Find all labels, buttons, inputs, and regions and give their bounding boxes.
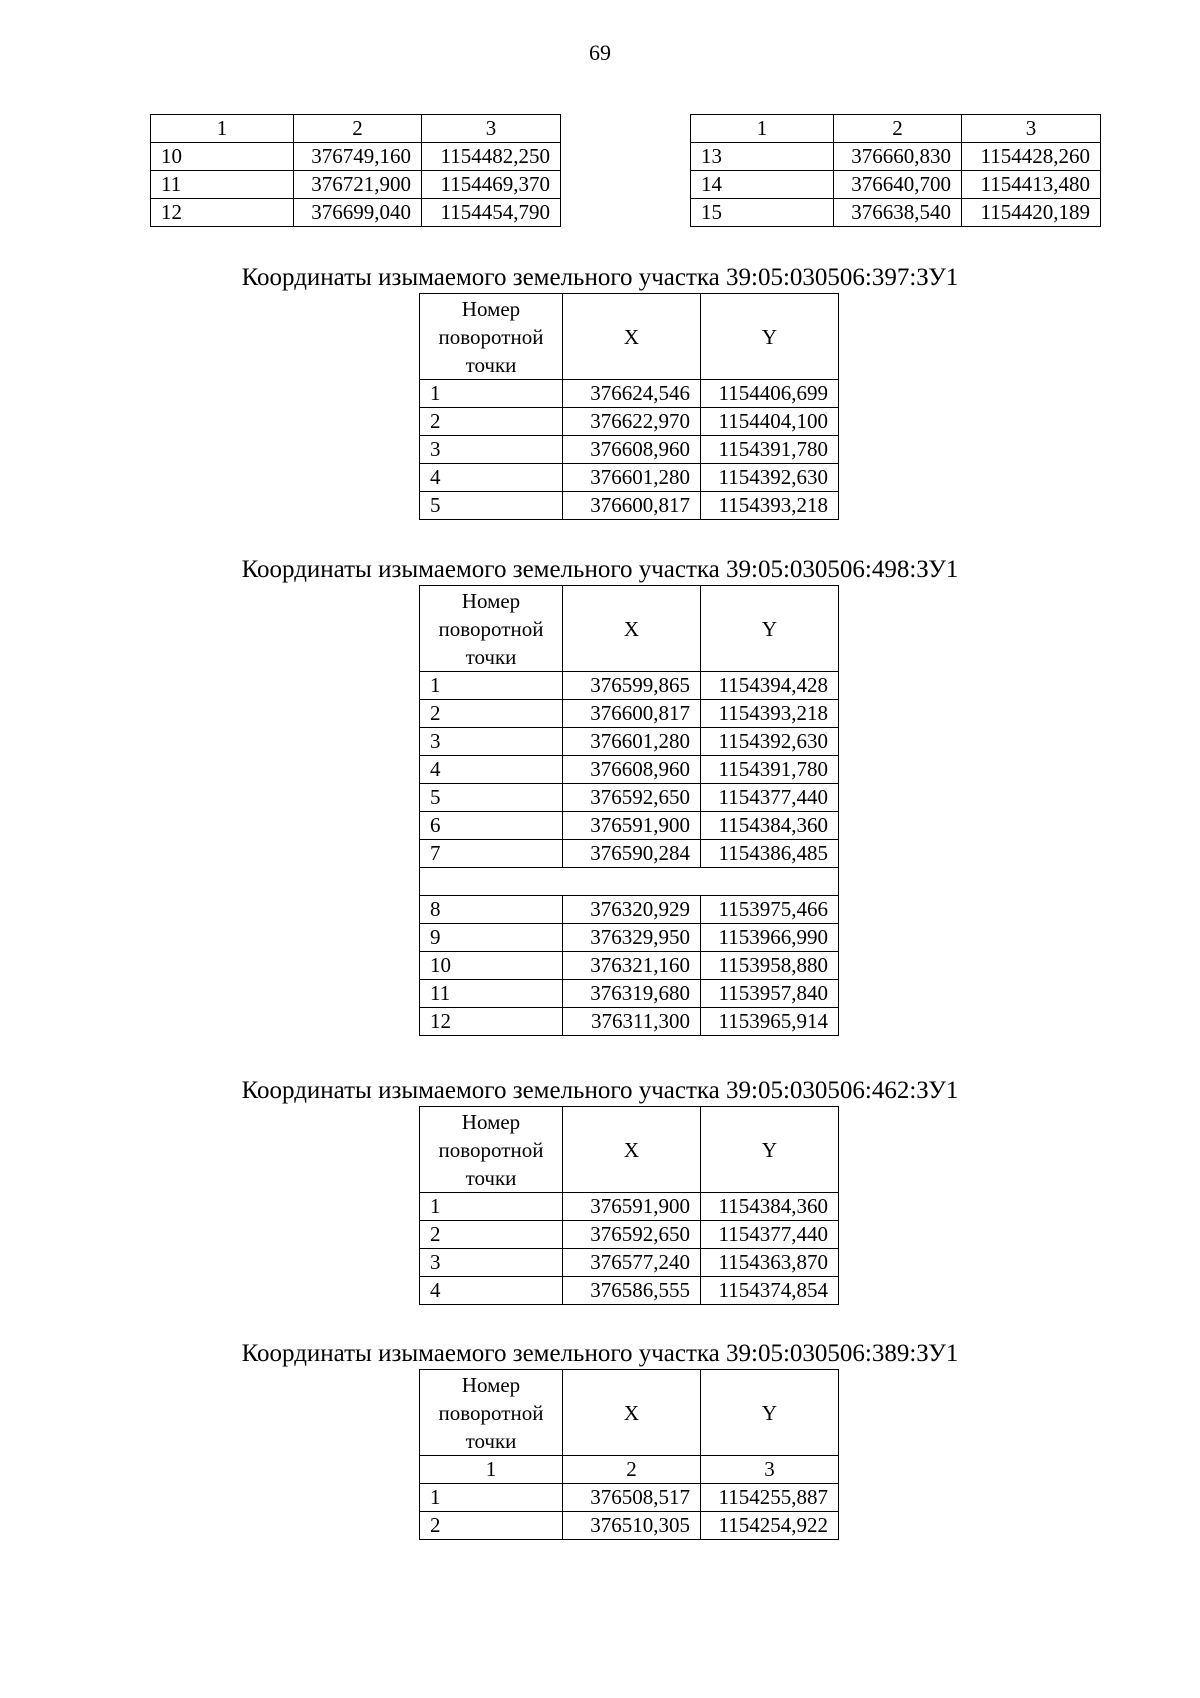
table-header-row — [420, 1107, 839, 1193]
x-header: X — [563, 586, 701, 672]
y-coordinate-cell: 1154386,485 — [701, 840, 839, 868]
table-row — [420, 896, 839, 924]
y-coordinate-cell: 1154454,790 — [422, 199, 561, 227]
point-number-cell: 3 — [420, 1249, 563, 1277]
x-header: X — [563, 294, 701, 380]
table-row — [420, 672, 839, 700]
table-row — [420, 1249, 839, 1277]
table-row — [420, 952, 839, 980]
y-header: Y — [701, 1370, 839, 1456]
section-title: Координаты изымаемого земельного участка 39:05:030506:397:ЗУ1 — [241, 264, 959, 291]
x-coordinate-cell: 376321,160 — [563, 952, 701, 980]
x-coordinate-cell: 376599,865 — [563, 672, 701, 700]
point-number-cell: 1 — [420, 672, 563, 700]
point-number-header: Номер поворотной точки — [420, 1370, 563, 1456]
table-row — [420, 924, 839, 952]
point-number-cell: 5 — [420, 784, 563, 812]
point-number-cell: 13 — [691, 143, 834, 171]
point-number-cell: 9 — [420, 924, 563, 952]
coordinates-table-389 — [419, 1369, 839, 1540]
column-number: 2 — [563, 1456, 701, 1484]
x-coordinate-cell: 376600,817 — [563, 492, 701, 520]
table-row — [420, 1193, 839, 1221]
x-coordinate-cell: 376319,680 — [563, 980, 701, 1008]
column-number: 2 — [834, 115, 962, 143]
coordinates-table-462 — [419, 1106, 839, 1305]
table-row — [691, 171, 1101, 199]
y-coordinate-cell: 1154482,250 — [422, 143, 561, 171]
table-row — [691, 199, 1101, 227]
y-coordinate-cell: 1154377,440 — [701, 1221, 839, 1249]
point-number-cell: 1 — [420, 380, 563, 408]
y-header: Y — [701, 1107, 839, 1193]
x-coordinate-cell: 376510,305 — [563, 1512, 701, 1540]
point-number-cell: 5 — [420, 492, 563, 520]
table-row — [420, 1512, 839, 1540]
point-number-cell: 2 — [420, 1512, 563, 1540]
y-coordinate-cell: 1154363,870 — [701, 1249, 839, 1277]
table-row — [420, 812, 839, 840]
point-number-cell: 4 — [420, 1277, 563, 1305]
x-coordinate-cell: 376600,817 — [563, 700, 701, 728]
y-coordinate-cell: 1154374,854 — [701, 1277, 839, 1305]
point-number-cell: 3 — [420, 728, 563, 756]
point-number-cell: 1 — [420, 1484, 563, 1512]
point-number-cell: 4 — [420, 756, 563, 784]
table-row — [420, 1221, 839, 1249]
y-coordinate-cell: 1154393,218 — [701, 492, 839, 520]
x-coordinate-cell: 376660,830 — [834, 143, 962, 171]
table-header-row — [420, 294, 839, 380]
y-coordinate-cell: 1154384,360 — [701, 1193, 839, 1221]
point-number-cell: 3 — [420, 436, 563, 464]
table-header-row — [151, 115, 561, 143]
y-coordinate-cell: 1153975,466 — [701, 896, 839, 924]
x-coordinate-cell: 376592,650 — [563, 784, 701, 812]
table-row — [420, 756, 839, 784]
table-header-row — [420, 586, 839, 672]
x-coordinate-cell: 376638,540 — [834, 199, 962, 227]
y-header: Y — [701, 294, 839, 380]
x-coordinate-cell: 376591,900 — [563, 1193, 701, 1221]
column-number: 3 — [701, 1456, 839, 1484]
point-number-cell: 2 — [420, 700, 563, 728]
y-coordinate-cell: 1154392,630 — [701, 464, 839, 492]
x-coordinate-cell: 376591,900 — [563, 812, 701, 840]
table-row — [420, 380, 839, 408]
point-number-cell: 4 — [420, 464, 563, 492]
x-coordinate-cell: 376329,950 — [563, 924, 701, 952]
x-coordinate-cell: 376592,650 — [563, 1221, 701, 1249]
y-coordinate-cell: 1154391,780 — [701, 756, 839, 784]
table-row — [151, 199, 561, 227]
column-number: 3 — [422, 115, 561, 143]
coordinates-table-397 — [419, 293, 839, 520]
table-row — [420, 1484, 839, 1512]
column-number: 1 — [691, 115, 834, 143]
x-coordinate-cell: 376508,517 — [563, 1484, 701, 1512]
y-coordinate-cell: 1153958,880 — [701, 952, 839, 980]
x-header: X — [563, 1370, 701, 1456]
table-row — [420, 1008, 839, 1036]
x-coordinate-cell: 376577,240 — [563, 1249, 701, 1277]
x-coordinate-cell: 376608,960 — [563, 756, 701, 784]
table-row — [420, 464, 839, 492]
point-number-cell: 14 — [691, 171, 834, 199]
point-number-cell: 1 — [420, 1193, 563, 1221]
y-coordinate-cell: 1153957,840 — [701, 980, 839, 1008]
y-coordinate-cell: 1153966,990 — [701, 924, 839, 952]
table-row — [420, 784, 839, 812]
point-number-cell: 12 — [151, 199, 294, 227]
column-number: 2 — [294, 115, 422, 143]
section-title: Координаты изымаемого земельного участка 39:05:030506:462:ЗУ1 — [241, 1077, 959, 1104]
x-coordinate-cell: 376590,284 — [563, 840, 701, 868]
table-row — [420, 840, 839, 868]
point-number-cell: 2 — [420, 408, 563, 436]
x-coordinate-cell: 376608,960 — [563, 436, 701, 464]
y-coordinate-cell: 1154391,780 — [701, 436, 839, 464]
point-number-header: Номер поворотной точки — [420, 586, 563, 672]
x-coordinate-cell: 376601,280 — [563, 728, 701, 756]
empty-separator-cell — [420, 868, 839, 896]
y-coordinate-cell: 1154254,922 — [701, 1512, 839, 1540]
point-number-header: Номер поворотной точки — [420, 1107, 563, 1193]
x-coordinate-cell: 376320,929 — [563, 896, 701, 924]
y-coordinate-cell: 1154384,360 — [701, 812, 839, 840]
x-coordinate-cell: 376622,970 — [563, 408, 701, 436]
page-number: 69 — [589, 40, 611, 65]
y-coordinate-cell: 1154406,699 — [701, 380, 839, 408]
x-header: X — [563, 1107, 701, 1193]
section-title: Координаты изымаемого земельного участка 39:05:030506:498:ЗУ1 — [241, 556, 959, 583]
top-left-coordinates-table — [150, 114, 561, 227]
point-number-cell: 11 — [420, 980, 563, 1008]
x-coordinate-cell: 376601,280 — [563, 464, 701, 492]
y-coordinate-cell: 1154420,189 — [962, 199, 1101, 227]
table-row — [151, 171, 561, 199]
y-coordinate-cell: 1154428,260 — [962, 143, 1101, 171]
table-row — [420, 408, 839, 436]
table-row — [691, 143, 1101, 171]
point-number-cell: 2 — [420, 1221, 563, 1249]
x-coordinate-cell: 376586,555 — [563, 1277, 701, 1305]
y-coordinate-cell: 1153965,914 — [701, 1008, 839, 1036]
x-coordinate-cell: 376749,160 — [294, 143, 422, 171]
contour-separator-row — [420, 868, 839, 896]
table-header-row — [420, 1370, 839, 1456]
x-coordinate-cell: 376721,900 — [294, 171, 422, 199]
x-coordinate-cell: 376624,546 — [563, 380, 701, 408]
point-number-cell: 8 — [420, 896, 563, 924]
table-row — [420, 492, 839, 520]
table-row — [151, 143, 561, 171]
point-number-cell: 12 — [420, 1008, 563, 1036]
table-row — [420, 980, 839, 1008]
section-title: Координаты изымаемого земельного участка 39:05:030506:389:ЗУ1 — [241, 1340, 959, 1367]
table-row — [420, 1277, 839, 1305]
top-right-coordinates-table — [690, 114, 1101, 227]
column-number: 1 — [420, 1456, 563, 1484]
column-number: 3 — [962, 115, 1101, 143]
table-row — [420, 436, 839, 464]
y-coordinate-cell: 1154469,370 — [422, 171, 561, 199]
point-number-header: Номер поворотной точки — [420, 294, 563, 380]
y-coordinate-cell: 1154404,100 — [701, 408, 839, 436]
point-number-cell: 10 — [420, 952, 563, 980]
point-number-cell: 11 — [151, 171, 294, 199]
coordinates-table-498 — [419, 585, 839, 1036]
y-coordinate-cell: 1154394,428 — [701, 672, 839, 700]
y-coordinate-cell: 1154393,218 — [701, 700, 839, 728]
y-header: Y — [701, 586, 839, 672]
table-header-row — [691, 115, 1101, 143]
point-number-cell: 6 — [420, 812, 563, 840]
y-coordinate-cell: 1154413,480 — [962, 171, 1101, 199]
table-row — [420, 728, 839, 756]
column-number: 1 — [151, 115, 294, 143]
x-coordinate-cell: 376311,300 — [563, 1008, 701, 1036]
x-coordinate-cell: 376699,040 — [294, 199, 422, 227]
point-number-cell: 10 — [151, 143, 294, 171]
y-coordinate-cell: 1154392,630 — [701, 728, 839, 756]
point-number-cell: 15 — [691, 199, 834, 227]
y-coordinate-cell: 1154377,440 — [701, 784, 839, 812]
y-coordinate-cell: 1154255,887 — [701, 1484, 839, 1512]
point-number-cell: 7 — [420, 840, 563, 868]
table-row — [420, 700, 839, 728]
x-coordinate-cell: 376640,700 — [834, 171, 962, 199]
column-number-row — [420, 1456, 839, 1484]
